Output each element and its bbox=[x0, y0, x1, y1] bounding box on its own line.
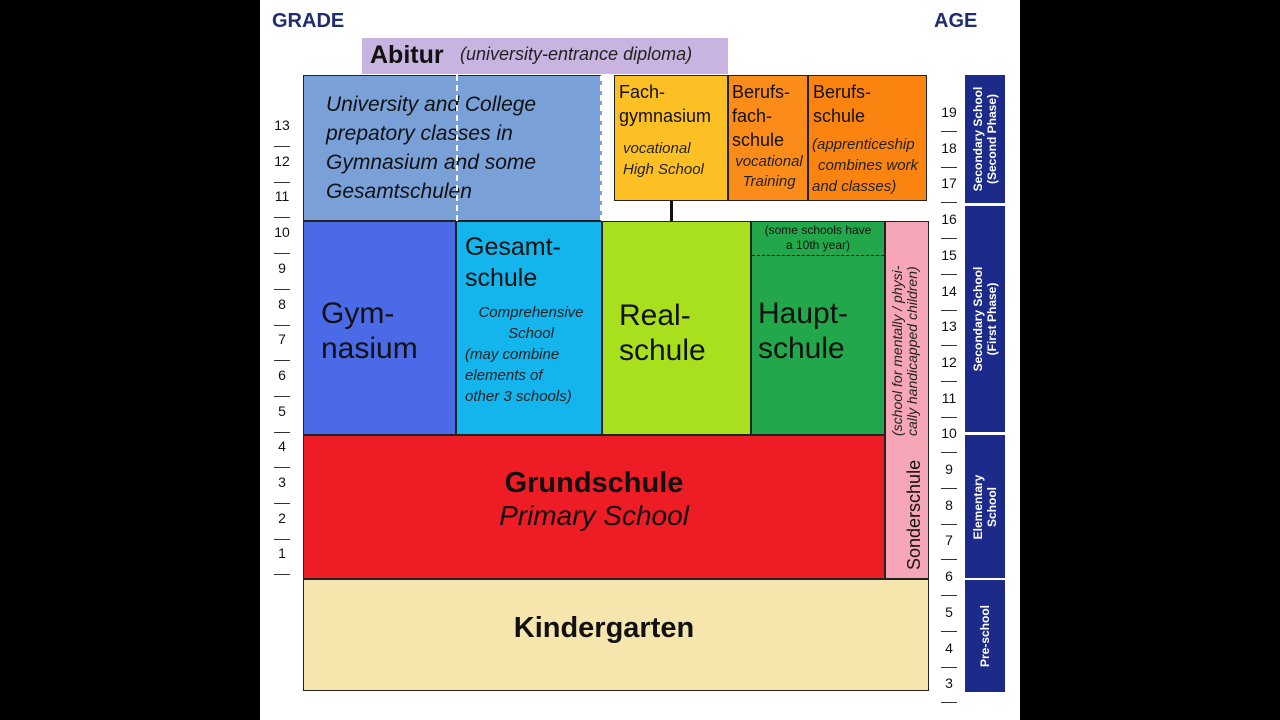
gesamtschule-box bbox=[456, 221, 602, 435]
connector-line bbox=[670, 201, 673, 221]
age-tick bbox=[941, 417, 957, 418]
age-tick bbox=[941, 238, 957, 239]
fachgymnasium-title: Fach- bbox=[619, 82, 666, 102]
abitur-banner bbox=[362, 38, 728, 74]
age-tick bbox=[941, 310, 957, 311]
hauptschule-note: a 10th year) bbox=[785, 238, 851, 252]
berufsschule-title: Berufs- bbox=[813, 82, 872, 102]
age-tick bbox=[941, 131, 957, 132]
hauptschule-note: (some schools have bbox=[764, 223, 872, 237]
age-tick bbox=[941, 702, 957, 703]
age-tick bbox=[941, 345, 957, 346]
age-tick bbox=[941, 631, 957, 632]
grade-label: 1 bbox=[278, 545, 286, 562]
age-label: 13 bbox=[941, 318, 957, 335]
fachgymnasium-sub: vocational bbox=[623, 140, 691, 157]
hauptschule-title: Haupt- bbox=[758, 297, 849, 330]
sonderschule-note: cally handicapped children) bbox=[904, 266, 920, 436]
age-label: 8 bbox=[945, 496, 953, 513]
age-label: 7 bbox=[945, 532, 953, 549]
prep-divider bbox=[456, 75, 458, 221]
grade-label: 13 bbox=[274, 117, 290, 133]
phase-elementary bbox=[965, 435, 1005, 578]
realschule-title: schule bbox=[619, 334, 706, 367]
grade-tick bbox=[274, 539, 290, 540]
berufsschule-box bbox=[808, 75, 927, 201]
grade-tick bbox=[274, 360, 290, 361]
grade-label: 10 bbox=[274, 224, 290, 241]
grundschule-title: Grundschule bbox=[504, 467, 684, 499]
grade-label: 12 bbox=[274, 152, 290, 169]
phase-preschool bbox=[965, 580, 1005, 692]
berufsfachschule-title: schule bbox=[732, 130, 785, 150]
age-label: 6 bbox=[945, 568, 953, 585]
grade-tick bbox=[274, 396, 290, 397]
grundschule-subtitle: Primary School bbox=[499, 500, 689, 531]
gymnasium-title: Gym- bbox=[321, 297, 395, 330]
age-label: 16 bbox=[941, 211, 957, 228]
phase-label: (First Phase) bbox=[985, 282, 999, 356]
fachgymnasium-sub: High School bbox=[623, 161, 704, 178]
grade-tick bbox=[274, 574, 290, 575]
age-label: 5 bbox=[945, 603, 953, 620]
kindergarten-title: Kindergarten bbox=[513, 612, 695, 644]
grade-label: 11 bbox=[274, 188, 290, 205]
gesamtschule-title: Gesamt- bbox=[465, 233, 561, 261]
gesamtschule-sub: other 3 schools) bbox=[465, 388, 572, 405]
age-tick bbox=[941, 524, 957, 525]
berufsfachschule-sub: vocational bbox=[735, 153, 803, 170]
age-tick bbox=[941, 559, 957, 560]
gesamtschule-title: schule bbox=[465, 264, 538, 292]
age-tick bbox=[941, 202, 957, 203]
berufsfachschule-sub: Training bbox=[742, 173, 796, 190]
grade-tick bbox=[274, 253, 290, 254]
phase-label: Secondary School bbox=[971, 86, 985, 192]
grade-label: 6 bbox=[278, 366, 286, 383]
berufsschule-title: schule bbox=[813, 106, 866, 126]
age-label: 9 bbox=[945, 461, 953, 477]
grade-tick bbox=[274, 467, 290, 468]
abitur-subtitle: (university-entrance diploma) bbox=[460, 44, 693, 64]
age-label: 15 bbox=[941, 246, 957, 263]
gesamtschule-sub: Comprehensive bbox=[478, 304, 584, 321]
grundschule-box bbox=[303, 435, 885, 579]
grade-label: 2 bbox=[278, 509, 286, 526]
berufsschule-sub: (apprenticeship bbox=[812, 136, 915, 153]
realschule-title: Real- bbox=[619, 299, 691, 332]
grade-header: GRADE bbox=[272, 10, 345, 32]
grade-tick bbox=[274, 325, 290, 326]
phase-label: School bbox=[985, 486, 999, 527]
age-label: 10 bbox=[941, 425, 957, 442]
berufsschule-sub: and classes) bbox=[812, 178, 897, 195]
age-tick bbox=[941, 274, 957, 275]
age-tick bbox=[941, 381, 957, 382]
grade-tick bbox=[274, 503, 290, 504]
age-tick bbox=[941, 167, 957, 168]
age-label: 11 bbox=[941, 389, 957, 406]
university-prep-line: University and College bbox=[326, 93, 537, 116]
grade-tick bbox=[274, 432, 290, 433]
abitur-title: Abitur bbox=[370, 41, 444, 69]
berufsfachschule-title: Berufs- bbox=[732, 82, 791, 102]
sonderschule-title: Sonderschule bbox=[904, 459, 924, 570]
diagram-board bbox=[260, 0, 1020, 720]
gymnasium-box bbox=[303, 221, 456, 435]
grade-label: 9 bbox=[278, 259, 286, 276]
age-label: 3 bbox=[945, 675, 953, 692]
age-label: 14 bbox=[941, 282, 957, 299]
gesamtschule-sub: elements of bbox=[465, 367, 543, 384]
fachgymnasium-box bbox=[614, 75, 728, 201]
age-label: 4 bbox=[945, 639, 953, 656]
berufsschule-sub: combines work bbox=[818, 157, 919, 174]
hauptschule-title: schule bbox=[758, 332, 845, 365]
age-tick bbox=[941, 595, 957, 596]
age-tick bbox=[941, 452, 957, 453]
university-prep-line: prepatory classes in bbox=[326, 122, 513, 145]
age-label: 19 bbox=[941, 104, 957, 120]
age-header: AGE bbox=[934, 10, 978, 32]
realschule-box bbox=[602, 221, 751, 435]
grade-label: 8 bbox=[278, 295, 286, 312]
grade-tick bbox=[274, 146, 290, 147]
university-prep-line: Gesamtschulen bbox=[326, 180, 472, 203]
phase-label: Pre-school bbox=[978, 604, 992, 668]
grade-tick bbox=[274, 217, 290, 218]
phase-secondary-first bbox=[965, 206, 1005, 432]
university-prep-line: Gymnasium and some bbox=[326, 151, 537, 174]
grade-tick bbox=[274, 182, 290, 183]
gesamtschule-sub: School bbox=[508, 325, 554, 342]
age-tick bbox=[941, 488, 957, 489]
phase-label: Elementary bbox=[971, 474, 985, 539]
sonderschule-box bbox=[885, 221, 929, 579]
hauptschule-tenth-year-line bbox=[752, 255, 884, 256]
phase-label: (Second Phase) bbox=[985, 93, 999, 185]
phase-secondary-second bbox=[965, 75, 1005, 203]
grade-label: 5 bbox=[278, 402, 286, 419]
grade-label: 3 bbox=[278, 474, 286, 490]
hauptschule-box bbox=[751, 221, 885, 435]
gymnasium-title: nasium bbox=[321, 332, 418, 365]
university-prep-text bbox=[326, 90, 536, 206]
berufsfachschule-title: fach- bbox=[732, 106, 773, 126]
fachgymnasium-title: gymnasium bbox=[619, 106, 712, 126]
kindergarten-box bbox=[303, 579, 929, 691]
grade-label: 4 bbox=[278, 438, 286, 455]
age-label: 18 bbox=[941, 139, 957, 156]
gesamtschule-sub: (may combine bbox=[465, 346, 560, 363]
grade-tick bbox=[274, 289, 290, 290]
university-prep-box bbox=[303, 75, 602, 221]
age-tick bbox=[941, 667, 957, 668]
age-label: 12 bbox=[941, 353, 957, 370]
grade-label: 7 bbox=[278, 331, 286, 348]
berufsfachschule-box bbox=[728, 75, 808, 201]
sonderschule-note: (school for mentally / physi- bbox=[889, 265, 905, 436]
age-label: 17 bbox=[941, 175, 957, 192]
phase-label: Secondary School bbox=[971, 266, 985, 372]
